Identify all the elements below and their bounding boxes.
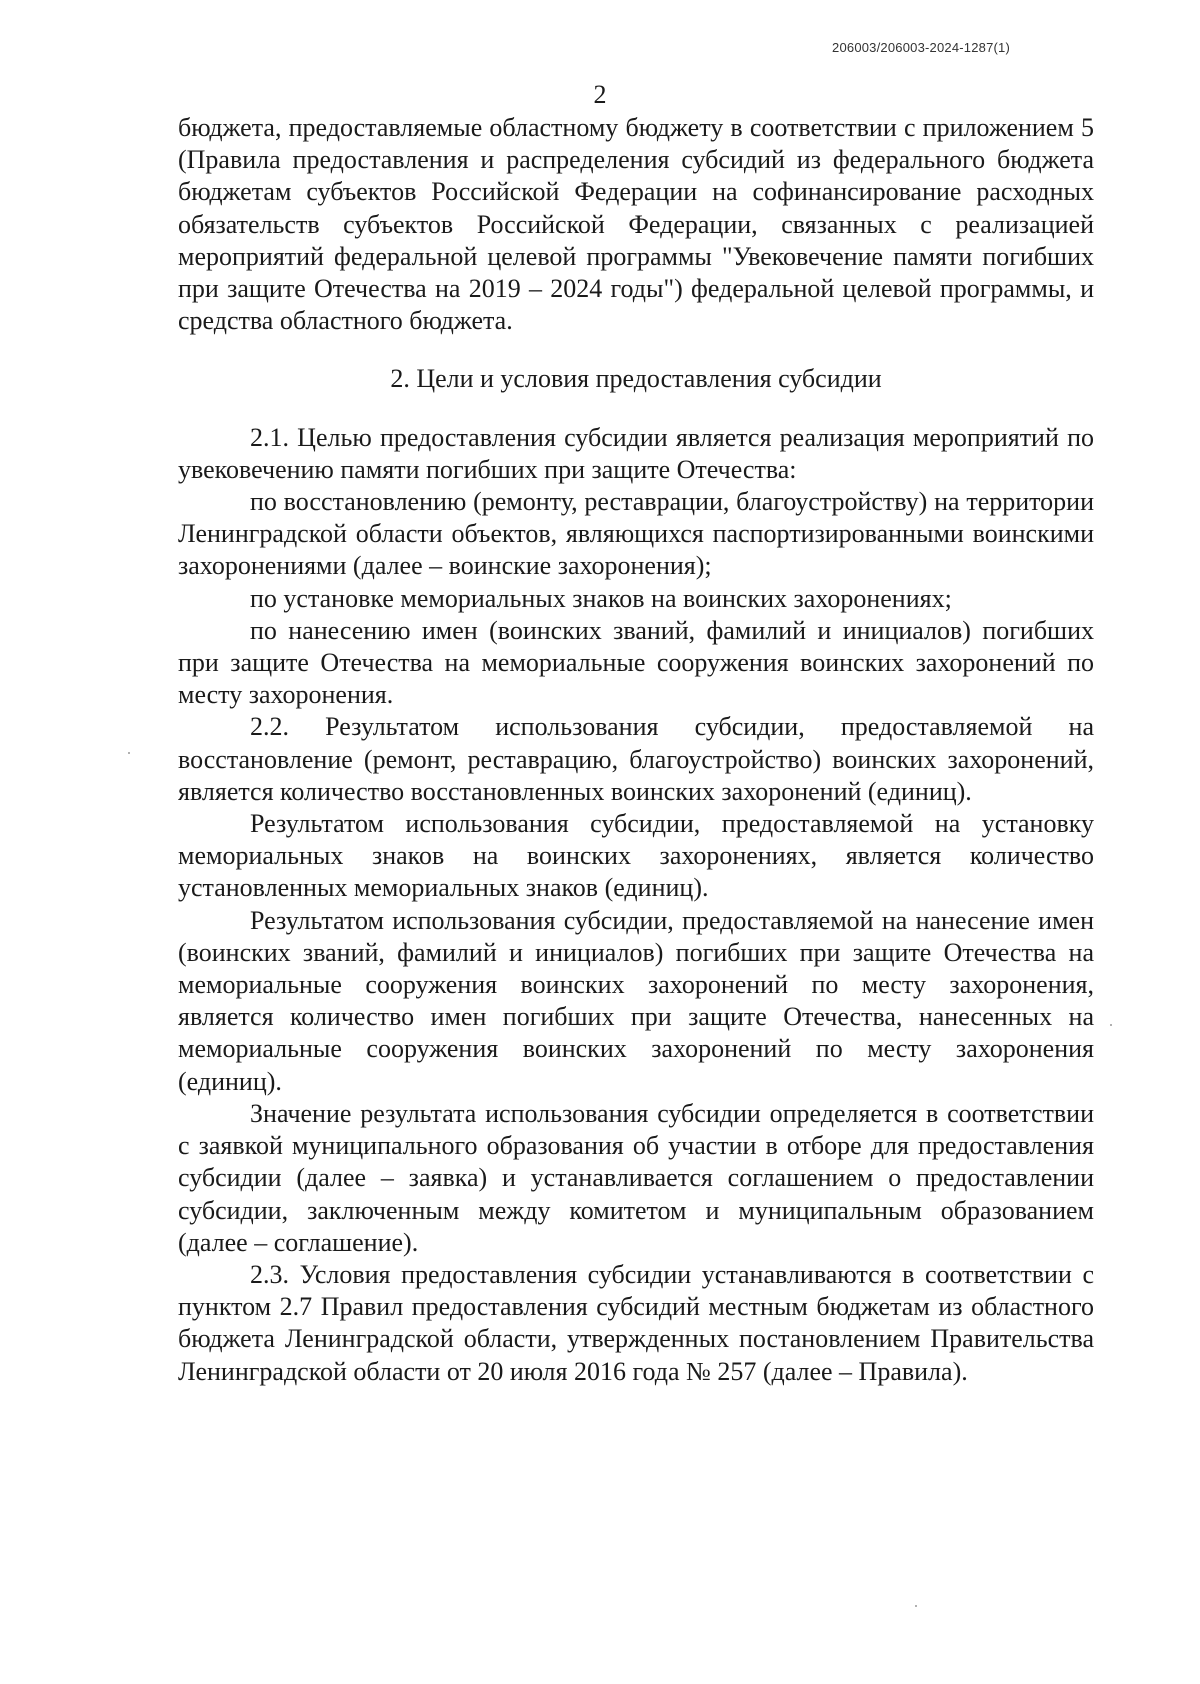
paragraph-2-2: 2.2. Результатом использования субсидии, предоставляемой на восстановление (ремонт, реставрацию, благоустройство) воинских захоронений, является количество восстановленных воинских захоронений (единиц). <box>178 712 1094 806</box>
paragraph-2-3: 2.3. Условия предоставления субсидии устанавливаются в соответствии с пунктом 2.7 Правил предоставления субсидий местным бюджетам из областного бюджета Ленинградской области, утвержденных постановлением Правительства Ленинградской области от 20 июля 2016 года № 257 (далее – Правила). <box>178 1259 1094 1386</box>
paragraph-budget-sources: бюджета, предоставляемые областному бюджету в соответствии с приложением 5 (Правила предоставления и распределения субсидий из федерального бюджета бюджетам субъектов Российской Федерации на софинансирование расходных обязательств субъектов Российской Федерации, связанных с реализацией мероприятий федеральной целевой программы "Увековечение памяти погибших при защите Отечества на 2019 – 2024 годы") федеральной целевой программы, и средства областного бюджета. <box>178 113 1094 336</box>
scan-speck <box>1110 1024 1112 1026</box>
paragraph-memorial-signs: по установке мемориальных знаков на воинских захоронениях; <box>250 583 952 613</box>
paragraph-result-signs: Результатом использования субсидии, предоставляемой на установку мемориальных знаков на воинских захоронениях, является количество установленных мемориальных знаков (единиц). <box>178 809 1094 903</box>
paragraph-names-application: по нанесению имен (воинских званий, фамилий и инициалов) погибших при защите Отечества на мемориальные сооружения воинских захоронений по месту захоронения. <box>178 615 1094 710</box>
scan-speck <box>915 1605 917 1607</box>
page-number: 2 <box>593 80 607 109</box>
paragraph-result-names: Результатом использования субсидии, предоставляемой на нанесение имен (воинских званий, фамилий и инициалов) погибших при защите Отечества на мемориальные сооружения воинских захоронений по месту захоронения, является количество имен погибших при защите Отечества, нанесенных на мемориальные сооружения воинских захоронений по месту захоронения (единиц). <box>178 905 1094 1096</box>
paragraph-2-1: 2.1. Целью предоставления субсидии является реализация мероприятий по увековечению памяти погибших при защите Отечества: <box>178 422 1094 484</box>
paragraph-restoration: по восстановлению (ремонту, реставрации, благоустройству) на территории Ленинградской области объектов, являющихся паспортизированными воинскими захоронениями (далее – воинские захоронения); <box>178 487 1094 581</box>
scan-speck <box>128 752 130 754</box>
document-id: 206003/206003-2024-1287(1) <box>832 40 1010 55</box>
section-heading: 2. Цели и условия предоставления субсидии <box>390 364 882 394</box>
paragraph-result-value: Значение результата использования субсидии определяется в соответствии с заявкой муниципального образования об участии в отборе для предоставления субсидии (далее – заявка) и устанавливается соглашением о предоставлении субсидии, заключенным между комитетом и муниципальным образованием (далее – соглашение). <box>178 1098 1094 1257</box>
document-body <box>178 112 1094 1388</box>
